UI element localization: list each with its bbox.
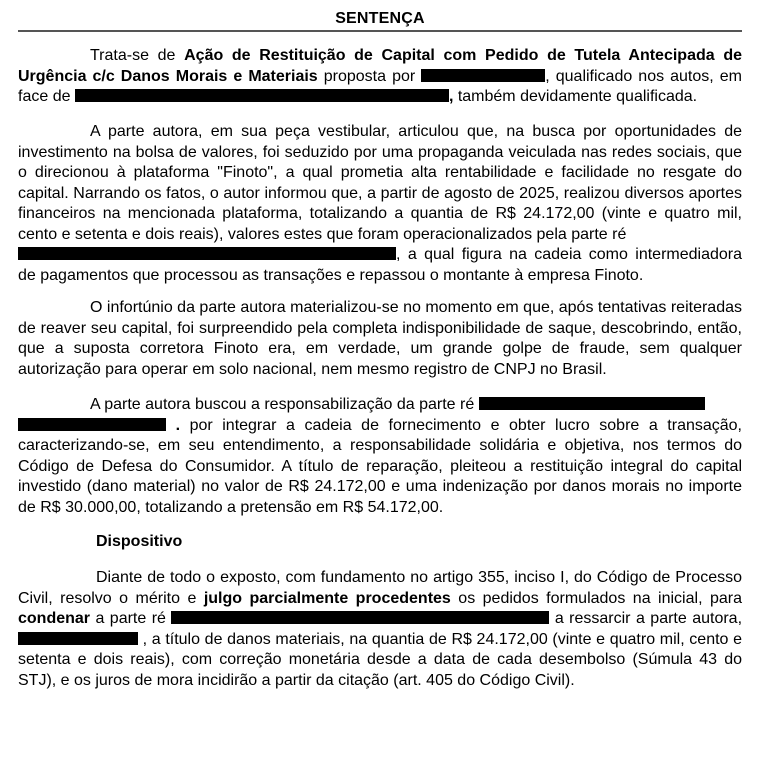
title-rule	[18, 8, 742, 32]
redaction-liable-party-2	[18, 418, 166, 431]
misfortune-text: O infortúnio da parte autora materializou-se no momento em que, após tentativas reiteradas de reaver seu capital, foi surpreendido pela completa indisponibilidade de saque, descobrindo, então, que a suposta corretora Finoto era, em verdade, um grande golpe de fraude, sem qualquer autorização para operar em solo nacional, nem mesmo registro de CNPJ no Brasil.	[18, 299, 742, 378]
page-title: SENTENÇA	[335, 10, 425, 27]
redaction-author-name	[421, 69, 545, 82]
redaction-author-name-2	[18, 632, 138, 645]
ruling-bold-1: julgo parcialmente procedentes	[203, 589, 451, 607]
dispositivo-heading: Dispositivo	[96, 533, 183, 550]
redaction-liable-party-1	[479, 397, 705, 410]
paragraph-ruling	[18, 568, 742, 691]
ruling-text-c: a parte ré	[90, 610, 172, 627]
facts-line-redacted	[18, 245, 742, 286]
intro-text-2: proposta por	[317, 67, 422, 85]
ruling-text-e: , a título de danos materiais, na quantia de R$ 24.172,00 (vinte e quatro mil, cento e setenta e dois reais), com correção monetária desde a data de cada desembolso (Súmula 43 do STJ), e os juros de mora incidirão a partir da citação (art. 405 do Código Civil).	[18, 630, 742, 689]
ruling-text-a: Diante de todo o exposto, com fundamento no artigo 355, inciso I, do Código de Processo Civil, resolvo o mérito e	[18, 569, 742, 607]
ruling-text-b: os pedidos formulados na inicial, para	[450, 589, 743, 607]
intro-text: Trata-se de	[90, 47, 185, 64]
paragraph-facts	[18, 122, 742, 286]
redaction-defendant-name	[75, 89, 449, 102]
liability-text-b: por integrar a cadeia de fornecimento e obter lucro sobre a transação, caracterizando-se, em seu entendimento, a responsabilidade solidária e objetiva, nos termos do Código de Defesa do Consumidor. A título de reparação, pleiteou a restituição integral do capital investido (dano material) no valor de R$ 24.172,00 e uma indenização por danos morais no importe de R$ 30.000,00, totalizando a pretensão em R$ 54.172,00.	[18, 416, 743, 516]
liability-line-2	[18, 416, 742, 519]
paragraph-liability	[18, 395, 742, 518]
ruling-text-d: a ressarcir a parte autora,	[549, 610, 743, 627]
redaction-intermediary-name	[18, 247, 396, 260]
ruling-bold-2: condenar	[18, 610, 91, 627]
intro-text-4: também devidamente qualificada.	[453, 88, 698, 105]
paragraph-intro	[18, 46, 742, 108]
action-title: Ação de Restituição de Capital com Pedido de Tutela Antecipada de Urgência c/c Danos Morais e Materiais	[18, 47, 742, 85]
redaction-condemned-party	[171, 611, 549, 624]
facts-text-b: , a qual figura na cadeia como intermediadora de pagamentos que processou as transações e repassou o montante à empresa Finoto.	[18, 246, 742, 284]
bold-comma: ,	[448, 88, 454, 105]
intro-text-3: , qualificado nos autos, em face de	[18, 67, 743, 105]
paragraph-misfortune	[18, 298, 742, 380]
liability-text-a: A parte autora buscou a responsabilização da parte ré	[90, 396, 479, 413]
facts-text-a: A parte autora, em sua peça vestibular, articulou que, na busca por oportunidades de investimento na bolsa de valores, foi seduzido por uma propaganda veiculada nas redes sociais, que o direcionou à plataforma "Finoto", a qual prometia alta rentabilidade e facilidade no resgate do capital. Narrando os fatos, o autor informou que, a partir de agosto de 2025, realizou diversos aportes financeiros na mencionada plataforma, totalizando a quantia de R$ 24.172,00 (vinte e quatro mil, cento e setenta e dois reais), valores estes que foram operacionalizados pela parte ré	[18, 123, 742, 243]
bold-dot: .	[175, 416, 181, 434]
